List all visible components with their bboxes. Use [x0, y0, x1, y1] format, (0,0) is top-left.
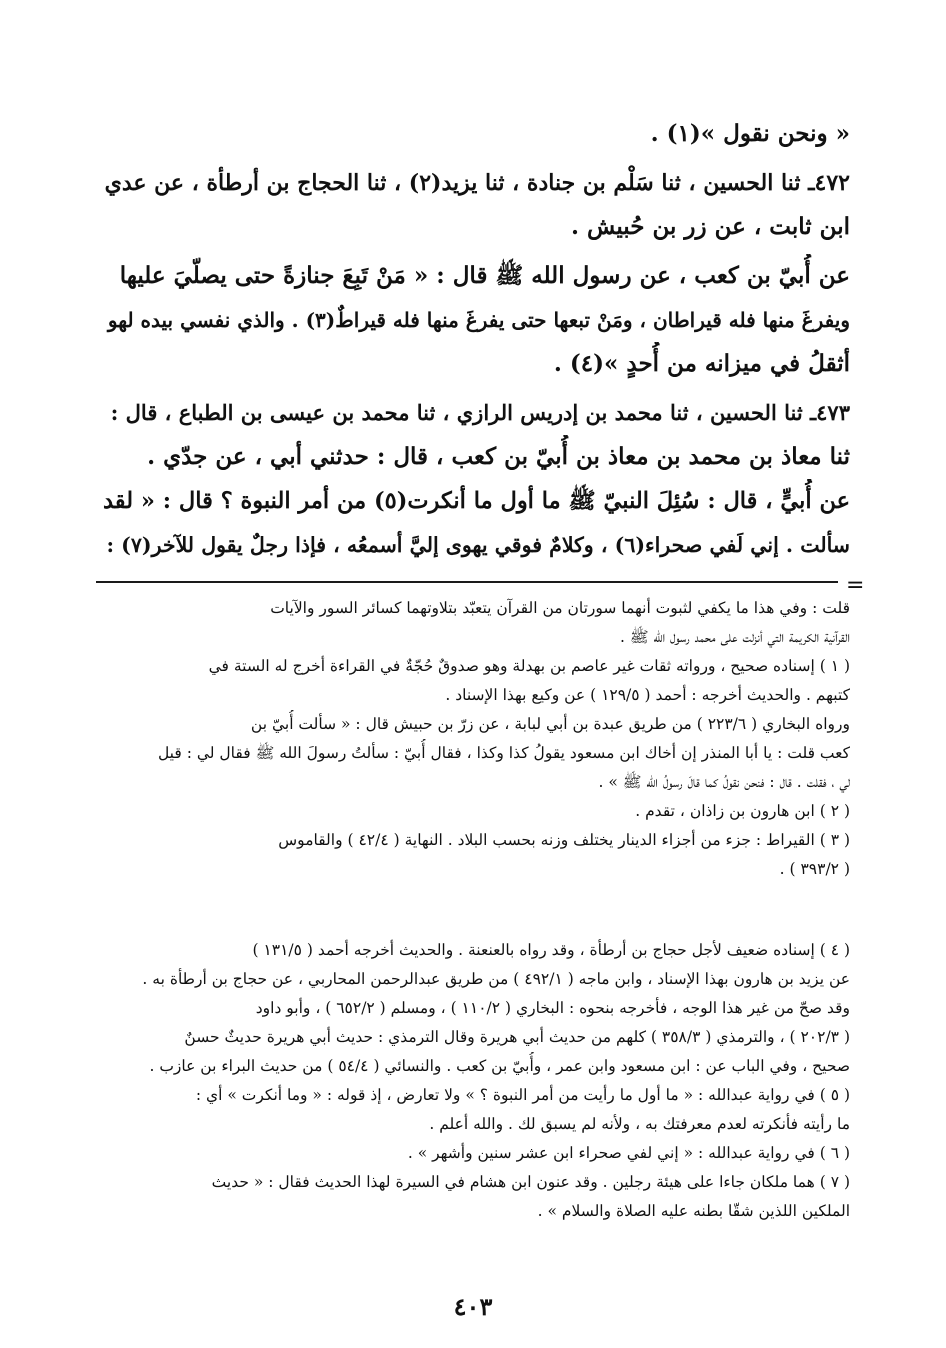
footnote-line: عن يزيد بن هارون بهذا الإسناد ، وابن ماجه ( ٤٩٢/١ ) من طريق عبدالرحمن المحاربي ، عن حجاج بن أرطأة به .	[142, 970, 850, 988]
footnote-line: ( ٣٩٣/٢ ) .	[779, 860, 850, 878]
footnote-line: صحيح ، وفي الباب عن : ابن مسعود وابن عمر ، وأُبيّ بن كعب . والنسائي ( ٥٤/٤ ) من حديث البراء بن عازب .	[149, 1057, 850, 1075]
footnote-7: ( ٧ ) هما ملكان جاءا على هيئة رجلين . وقد عنون ابن هشام في السيرة لهذا الحديث فقال : « حديث	[211, 1173, 850, 1191]
footnote-1: ( ١ ) إسناده صحيح ، ورواته ثقات غير عاصم بن بهدلة وهو صدوقٌ حُجّةٌ في القراءة أخرج له الستة في	[208, 657, 850, 675]
separator-mark: =	[846, 573, 865, 598]
text-line: ثنا معاذ بن محمد بن معاذ بن أُبيّ بن كعب ، قال : حدثني أبي ، عن جدّي .	[147, 443, 850, 470]
footnote-line: الملكين اللذين شقّا بطنه عليه الصلاة والسلام » .	[537, 1202, 850, 1220]
text-line: أثقلُ في ميزانه من أُحدٍ »(٤) .	[553, 350, 850, 377]
footnote-line: قلت : وفي هذا ما يكفي لثبوت أنهما سورتان من القرآن يتعبّد بتلاوتهما كسائر السور والآيات	[270, 599, 850, 617]
footnote-line: ما رأيته فأنكرته لعدم معرفتك به ، ولأنه لم يسبق لك . والله أعلم .	[429, 1115, 850, 1133]
footnote-2: ( ٢ ) ابن هارون بن زاذان ، تقدم .	[635, 802, 850, 820]
footnote-line: وقد صحّ من غير هذا الوجه ، فأخرجه بنحوه : البخاري ( ١١٠/٢ ) ، ومسلم ( ٦٥٢/٢ ) ، وأبو داود	[255, 999, 850, 1017]
footnote-line: ورواه البخاري ( ٢٢٣/٦ ) من طريق عبدة بن أبي لبابة ، عن زرّ بن حبيش قال : « سألت أُبيّ بن	[250, 715, 850, 733]
text-line: ويفرغَ منها فله قيراطان ، ومَنْ تبعها حتى يفرغَ منها فله قيراطٌ(٣) . والذي نفسي بيده لهو	[107, 308, 850, 332]
footnote-line: ( ٢٠٢/٣ ) ، والترمذي ( ٣٥٨/٣ ) كلهم من حديث أبي هريرة وقال الترمذي : حديث أبي هريرة حديثٌ حسنٌ	[184, 1028, 850, 1046]
footnote-3: ( ٣ ) القيراط : جزء من أجزاء الدينار يختلف وزنه بحسب البلاد . النهاية ( ٤٢/٤ ) والقاموس	[278, 831, 850, 849]
footnote-5: ( ٥ ) في رواية عبدالله : « ما أول ما رأيت من أمر النبوة ؟ » ولا تعارض ، إذ قوله : « وما أنكرت » أي :	[195, 1086, 850, 1104]
hadith-472-line: ٤٧٢ـ ثنا الحسين ، ثنا سَلْم بن جنادة ، ثنا يزيد(٢) ، ثنا الحجاج بن أرطأة ، عن عدي	[104, 170, 850, 196]
footnote-6: ( ٦ ) في رواية عبدالله : « إني لفي صحراء ابن عشر سنين وأشهر » .	[407, 1144, 850, 1162]
footnote-4: ( ٤ ) إسناده ضعيف لأجل حجاج بن أرطأة ، وقد رواه بالعنعنة . والحديث أخرجه أحمد ( ١٣١/٥ )	[252, 941, 850, 959]
text-line: سألت . إني لَفي صحراء(٦) ، وكلامٌ فوقي يهوى إليَّ أسمعُه ، فإذا رجلٌ يقول للآخر(٧) :	[106, 533, 850, 557]
text-line: « ونحن نقول »(١) .	[650, 120, 850, 147]
footnote-line: القرآنية الكريمة التي أنزلت على محمد رسول الله ﷺ .	[620, 628, 850, 646]
footnote-line: لي ، فقلت . قال : فنحن نقولُ كما قالَ رسولُ الله ﷺ » .	[598, 773, 850, 791]
text-line: ابن ثابت ، عن زر بن حُبيش .	[571, 213, 850, 240]
text-line: عن أُبيّ بن كعب ، عن رسول الله ﷺ قال : « مَنْ تَبِعَ جنازةً حتى يصلّيَ عليها	[119, 262, 850, 289]
footnote-separator	[96, 581, 838, 583]
footnotes	[100, 936, 850, 1226]
footnote-line: كعب قلت : يا أبا المنذر إن أخاك ابن مسعود يقولُ كذا وكذا ، فقال أُبيّ : سألتُ رسولَ الله ﷺ فقال لي : قيل	[157, 744, 850, 762]
footnote-line: كتبهم . والحديث أخرجه : أحمد ( ١٢٩/٥ ) عن وكيع بهذا الإسناد .	[445, 686, 850, 704]
main-text	[100, 112, 850, 567]
text-line: عن أُبيٍّ ، قال : سُئِلَ النبيّ ﷺ ما أول ما أنكرت(٥) من أمر النبوة ؟ قال : « لقد	[103, 488, 850, 514]
page-number: ٤٠٣	[453, 1292, 493, 1321]
hadith-473-line: ٤٧٣ـ ثنا الحسين ، ثنا محمد بن إدريس الرازي ، ثنا محمد بن عيسى بن الطباع ، قال :	[110, 400, 850, 425]
footnotes-continued	[100, 594, 850, 884]
